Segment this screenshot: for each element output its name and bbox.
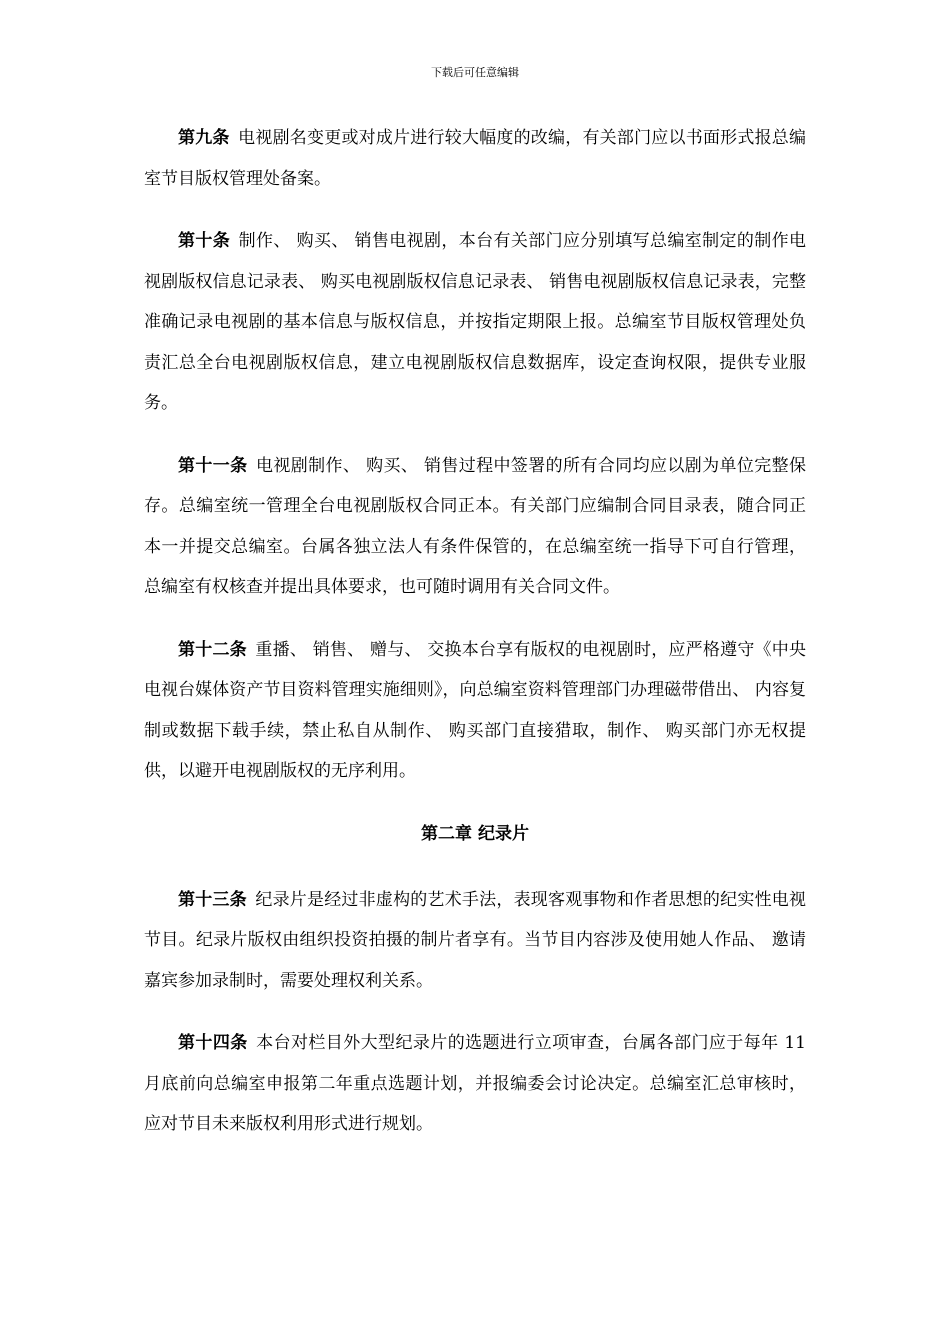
article-11	[144, 446, 806, 608]
article-number: 第九条	[178, 128, 230, 148]
article-number: 第十四条	[178, 1033, 248, 1053]
article-9	[144, 118, 806, 199]
article-number: 第十二条	[178, 639, 247, 660]
article-number: 第十一条	[178, 455, 248, 476]
article-13	[144, 880, 806, 1002]
chapter-title: 第二章 纪录片	[421, 823, 529, 844]
document-body	[144, 118, 806, 1167]
article-text: 电视剧制作、 购买、 销售过程中签署的所有合同均应以剧为单位完整保存。总编室统一管理全台电视剧版权合同正本。有关部门应编制合同目录表，随合同正本一并提交总编室。台属各独立法人有条件保管的，在总编室统一指导下可自行管理，总编室有权核查并提出具体要求，也可随时调用有关合同文件。	[144, 455, 807, 597]
article-12	[144, 630, 806, 792]
article-text: 纪录片是经过非虚构的艺术手法，表现客观事物和作者思想的纪实性电视节目。纪录片版权由组织投资拍摄的制片者享有。当节目内容涉及使用她人作品、 邀请嘉宾参加录制时，需要处理权利关系。	[144, 889, 807, 991]
page-header-note: 下载后可任意编辑	[431, 66, 519, 79]
article-number: 第十条	[178, 231, 231, 251]
article-10	[144, 221, 806, 424]
article-text: 电视剧名变更或对成片进行较大幅度的改编，有关部门应以书面形式报总编室节目版权管理处备案。	[144, 128, 807, 189]
article-text: 本台对栏目外大型纪录片的选题进行立项审查，台属各部门应于每年 11 月底前向总编室申报第二年重点选题计划，并报编委会讨论决定。总编室汇总审核时，应对节目未来版权利用形式进行规划。	[144, 1033, 806, 1134]
article-14	[144, 1023, 806, 1145]
article-text: 制作、 购买、 销售电视剧，本台有关部门应分别填写总编室制定的制作电视剧版权信息记录表、 购买电视剧版权信息记录表、 销售电视剧版权信息记录表，完整准确记录电视剧的基本信息与版权信息，并按指定期限上报。总编室节目版权管理处负责汇总全台电视剧版权信息，建立电视剧版权信息数据库，设定查询权限，提供专业服务。	[144, 231, 806, 413]
article-number: 第十三条	[178, 889, 247, 910]
article-text: 重播、 销售、 赠与、 交换本台享有版权的电视剧时，应严格遵守《中央电视台媒体资产节目资料管理实施细则》，向总编室资料管理部门办理磁带借出、 内容复制或数据下载手续，禁止私自从制作、 购买部门直接猎取，制作、 购买部门亦无权提供，以避开电视剧版权的无序利用。	[144, 639, 807, 781]
